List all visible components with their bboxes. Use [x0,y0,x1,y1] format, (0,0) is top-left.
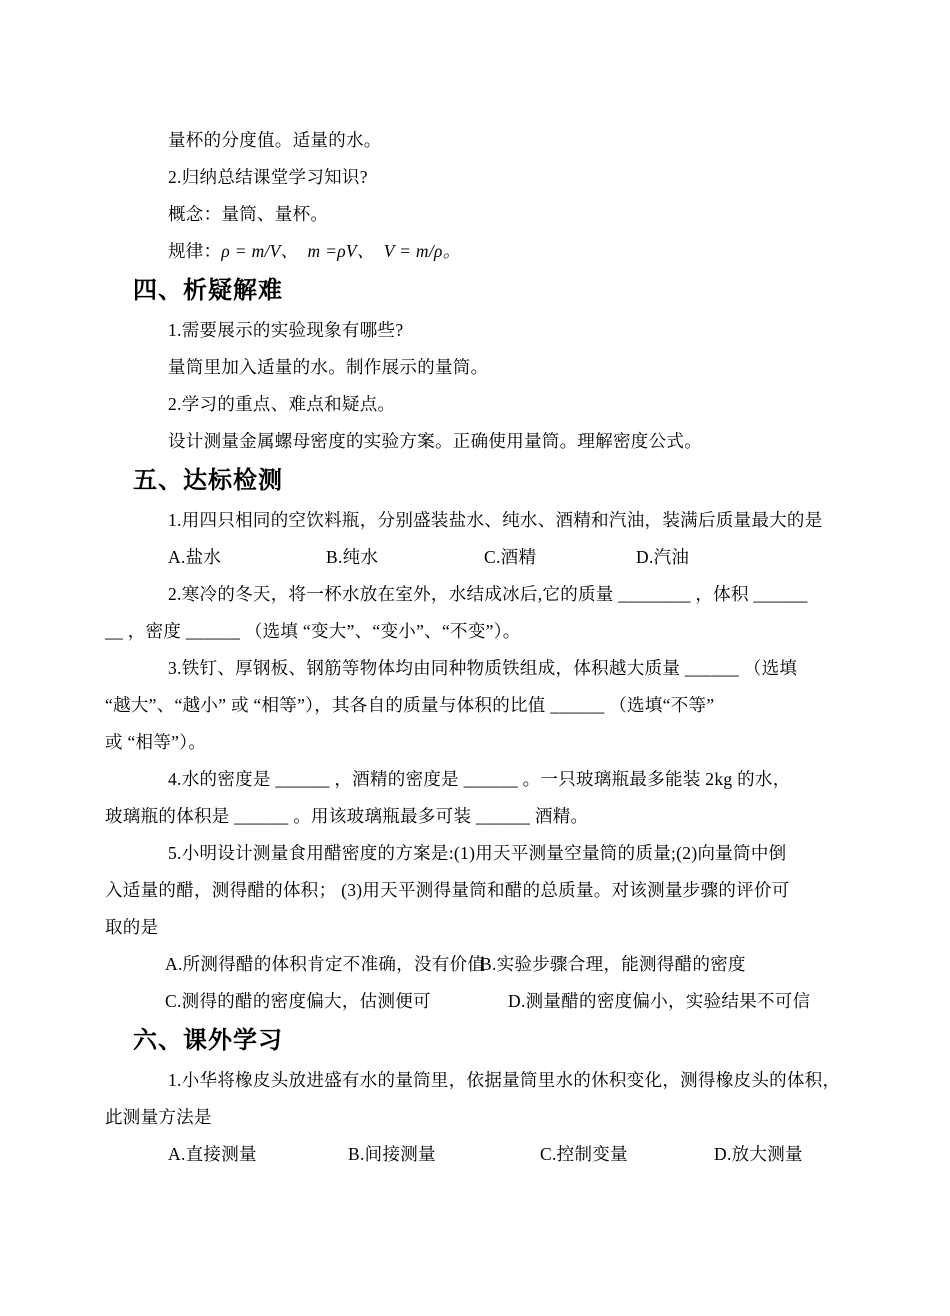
intro-line-summary: 2.归纳总结课堂学习知识? [168,167,368,187]
intro-line-water: 量杯的分度值。适量的水。 [168,130,382,150]
s6-option-b: B.间接测量 [348,1144,436,1164]
q3-line-1: 3.铁钉、厚钢板、钢筋等物体均由同种物质铁组成，体积越大质量 ______ （选填 [168,658,798,678]
q1-option-b: B.纯水 [326,547,379,567]
q1-text: 1.用四只相同的空饮料瓶，分别盛装盐水、纯水、酒精和汽油，装满后质量最大的是 [168,510,823,530]
section-four-heading: 四、析疑解难 [133,278,283,304]
q1-option-c: C.酒精 [484,547,537,567]
s6-option-d: D.放大测量 [714,1144,803,1164]
section-six-heading: 六、课外学习 [133,1028,283,1054]
s6-q1-line-2: 此测量方法是 [105,1107,212,1127]
s6-q1-line-1: 1.小华将橡皮头放进盛有水的量筒里，依据量筒里水的休积变化，测得橡皮头的体积， [168,1070,841,1090]
q5-options-row-1 [105,946,858,983]
q2-line-1: 2.寒冷的冬天，将一杯水放在室外，水结成冰后,它的质量 ________ ，体积 ______ [168,584,808,604]
section-five-heading: 五、达标检测 [133,468,283,494]
formula-label: 规律： [168,241,222,261]
q5-line-3: 取的是 [105,917,159,937]
s4-question-1: 1.需要展示的实验现象有哪些? [168,320,404,340]
s6-q1-options-row [105,1136,858,1173]
s4-answer-1: 量筒里加入适量的水。制作展示的量筒。 [168,357,489,377]
s4-answer-2: 设计测量金属螺母密度的实验方案。正确使用量筒。理解密度公式。 [168,431,702,451]
q3-line-3: 或 “相等”）。 [105,732,207,752]
q5-option-b: B.实验步骤合理，能测得醋的密度 [480,954,746,974]
q1-options-row [105,539,858,576]
q5-line-2: 入适量的醋，测得醋的体积； (3)用天平测得量筒和醋的总质量。对该测量步骤的评价可 [105,880,790,900]
q5-options-row-2 [105,983,858,1020]
q4-line-2: 玻璃瓶的体积是 ______ 。用该玻璃瓶最多可装 ______ 酒精。 [105,806,589,826]
q5-option-d: D.测量醋的密度偏小，实验结果不可信 [508,991,811,1011]
s6-option-c: C.控制变量 [540,1144,628,1164]
q3-line-2: “越大”、“越小” 或 “相等”），其各自的质量与体积的比值 ______ （选填“不等” [105,695,715,715]
q4-line-1: 4.水的密度是 ______ ，酒精的密度是 ______ 。一只玻璃瓶最多能装 2kg 的水， [168,769,791,789]
q1-option-d: D.汽油 [636,547,690,567]
formula-line [105,233,858,270]
q5-line-1: 5.小明设计测量食用醋密度的方案是:(1)用天平测量空量筒的质量;(2)向量筒中倒 [168,843,787,863]
intro-line-concepts: 概念：量筒、量杯。 [168,204,329,224]
q1-option-a: A.盐水 [168,547,222,567]
density-formulas: ρ = m/V、 m =ρV、 V = m/ρ。 [221,241,461,261]
s4-question-2: 2.学习的重点、难点和疑点。 [168,394,396,414]
s6-option-a: A.直接测量 [168,1144,257,1164]
q2-line-2: __ ，密度 ______ （选填 “变大”、“变小”、“不变”）。 [105,621,521,641]
q5-option-a: A.所测得醋的体积肯定不准确，没有价值 [165,954,486,974]
q5-option-c: C.测得的醋的密度偏大，估测便可 [165,991,431,1011]
